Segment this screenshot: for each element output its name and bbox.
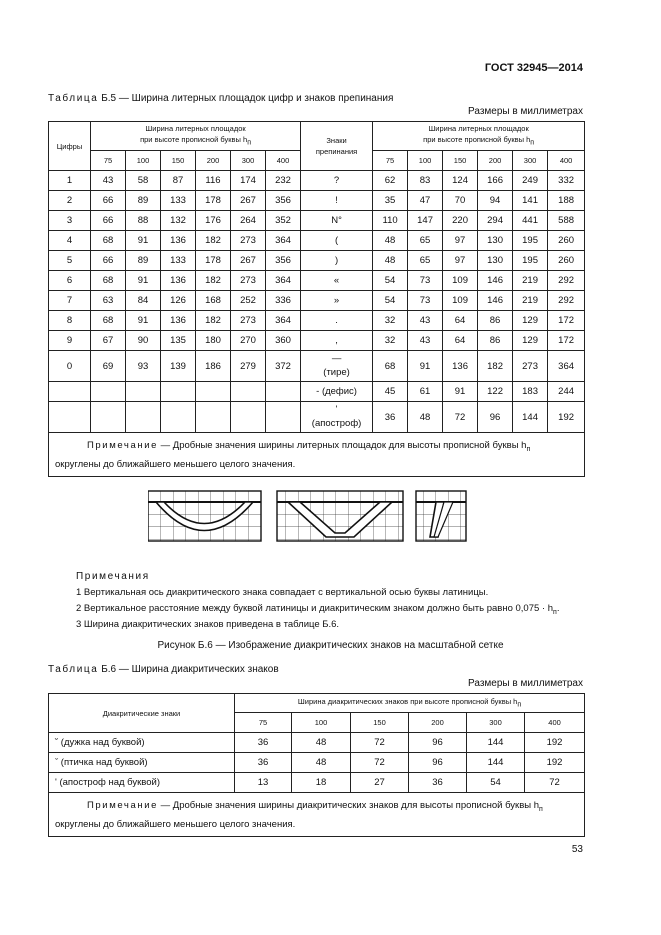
note-item-2	[76, 603, 559, 616]
table-row	[49, 351, 585, 382]
value-cell: 144	[513, 402, 548, 433]
value-cell: 192	[525, 733, 585, 753]
table-row	[49, 402, 585, 433]
value-cell: 54	[467, 773, 525, 793]
breve-grid	[148, 491, 261, 541]
table6-header-signs: Диакритические знаки	[49, 694, 235, 733]
value-cell: 195	[513, 231, 548, 251]
value-cell: 96	[478, 402, 513, 433]
height-header-cell: 150	[351, 713, 409, 733]
digit-cell: 2	[49, 191, 91, 211]
value-cell: 48	[408, 402, 443, 433]
value-cell: 352	[266, 211, 301, 231]
value-cell: 136	[161, 311, 196, 331]
note-item-2-sub: п	[553, 608, 557, 616]
diacritic-grid-figure	[148, 489, 513, 545]
value-cell: 48	[292, 753, 351, 773]
value-cell: 89	[126, 191, 161, 211]
empty-cell	[161, 402, 196, 433]
value-cell: 279	[231, 351, 266, 382]
value-cell: 54	[373, 291, 408, 311]
value-cell: 96	[409, 733, 467, 753]
value-cell: 36	[409, 773, 467, 793]
value-cell: 273	[513, 351, 548, 382]
value-cell: 136	[161, 231, 196, 251]
value-cell: 66	[91, 191, 126, 211]
digit-cell: 3	[49, 211, 91, 231]
value-cell: 172	[548, 331, 585, 351]
value-cell: 144	[467, 733, 525, 753]
value-cell: 186	[196, 351, 231, 382]
table5-header-width-left	[91, 122, 301, 151]
sign-cell	[301, 402, 373, 433]
table5	[48, 121, 585, 477]
value-cell: 219	[513, 271, 548, 291]
sign-cell: - (дефис)	[301, 382, 373, 402]
value-cell: 90	[126, 331, 161, 351]
value-cell: 360	[266, 331, 301, 351]
value-cell: 48	[373, 231, 408, 251]
value-cell: 36	[235, 733, 292, 753]
table-row	[49, 753, 585, 773]
table-row	[49, 733, 585, 753]
value-cell: 195	[513, 251, 548, 271]
sign-cell	[301, 351, 373, 382]
value-cell: 364	[266, 271, 301, 291]
height-header-cell: 100	[292, 713, 351, 733]
value-cell: 61	[408, 382, 443, 402]
value-cell: 192	[548, 402, 585, 433]
value-cell: 68	[91, 311, 126, 331]
value-cell: 91	[126, 311, 161, 331]
digit-cell: 4	[49, 231, 91, 251]
value-cell: 89	[126, 251, 161, 271]
value-cell: 72	[351, 733, 409, 753]
page-number: 53	[571, 844, 583, 855]
value-cell: 130	[478, 251, 513, 271]
value-cell: 86	[478, 311, 513, 331]
table6-note-sub: п	[539, 805, 543, 813]
value-cell: 97	[443, 231, 478, 251]
value-cell: 220	[443, 211, 478, 231]
value-cell: 36	[235, 753, 292, 773]
empty-cell	[126, 382, 161, 402]
value-cell: 45	[373, 382, 408, 402]
digit-cell: 1	[49, 171, 91, 191]
sign-cell: N°	[301, 211, 373, 231]
value-cell: 182	[196, 271, 231, 291]
empty-cell	[161, 382, 196, 402]
value-cell: 68	[91, 271, 126, 291]
value-cell: 264	[231, 211, 266, 231]
empty-cell	[231, 402, 266, 433]
value-cell: 144	[467, 753, 525, 773]
caron-grid	[277, 491, 403, 541]
value-cell: 96	[409, 753, 467, 773]
sign-name: (апостроф)	[311, 418, 362, 429]
table6-caption-text: Б.6 — Ширина диакритических знаков	[101, 664, 279, 675]
value-cell: 294	[478, 211, 513, 231]
value-cell: 172	[548, 311, 585, 331]
table-row	[49, 291, 585, 311]
sign-cell: »	[301, 291, 373, 311]
table5-caption	[48, 93, 393, 104]
value-cell: 292	[548, 291, 585, 311]
value-cell: 94	[478, 191, 513, 211]
header-width-sub: п	[530, 139, 535, 147]
value-cell: 84	[126, 291, 161, 311]
value-cell: 132	[161, 211, 196, 231]
value-cell: 180	[196, 331, 231, 351]
note-item-1: 1 Вертикальная ось диакритического знака совпадает с вертикальной осью буквы латиницы.	[76, 587, 489, 598]
value-cell: 72	[443, 402, 478, 433]
value-cell: 129	[513, 311, 548, 331]
value-cell: 110	[373, 211, 408, 231]
table-row	[49, 251, 585, 271]
value-cell: 64	[443, 311, 478, 331]
sign-cell: !	[301, 191, 373, 211]
value-cell: 188	[548, 191, 585, 211]
table6-note	[49, 793, 585, 837]
value-cell: 66	[91, 211, 126, 231]
value-cell: 136	[443, 351, 478, 382]
table-row	[49, 311, 585, 331]
value-cell: 356	[266, 251, 301, 271]
value-cell: 219	[513, 291, 548, 311]
value-cell: 133	[161, 251, 196, 271]
value-cell: 232	[266, 171, 301, 191]
table5-caption-label: Таблица	[48, 93, 99, 104]
table6-caption-label: Таблица	[48, 664, 99, 675]
value-cell: 372	[266, 351, 301, 382]
empty-cell	[91, 402, 126, 433]
height-header-cell: 300	[467, 713, 525, 733]
value-cell: 174	[231, 171, 266, 191]
value-cell: 69	[91, 351, 126, 382]
note-item-3: 3 Ширина диакритических знаков приведена в таблице Б.6.	[76, 619, 340, 630]
value-cell: 267	[231, 191, 266, 211]
value-cell: 72	[351, 753, 409, 773]
table5-header-signs	[301, 122, 373, 171]
sign-symbol: '	[335, 404, 338, 415]
table6-header-width	[235, 694, 585, 713]
value-cell: 182	[196, 311, 231, 331]
header-signs-line2: препинания	[315, 147, 358, 156]
value-cell: 62	[373, 171, 408, 191]
value-cell: 292	[548, 271, 585, 291]
table-row	[49, 231, 585, 251]
sign-name: (тире)	[323, 367, 350, 378]
height-header-cell: 100	[126, 151, 161, 171]
height-header-cell: 100	[408, 151, 443, 171]
value-cell: 273	[231, 311, 266, 331]
height-header-cell: 150	[161, 151, 196, 171]
empty-cell	[196, 382, 231, 402]
value-cell: 47	[408, 191, 443, 211]
height-header-cell: 75	[91, 151, 126, 171]
value-cell: 87	[161, 171, 196, 191]
value-cell: 48	[373, 251, 408, 271]
value-cell: 332	[548, 171, 585, 191]
value-cell: 252	[231, 291, 266, 311]
height-header-cell: 300	[231, 151, 266, 171]
header-width-sub: п	[247, 139, 251, 147]
value-cell: 32	[373, 331, 408, 351]
value-cell: 93	[126, 351, 161, 382]
value-cell: 91	[443, 382, 478, 402]
value-cell: 65	[408, 251, 443, 271]
value-cell: 168	[196, 291, 231, 311]
value-cell: 249	[513, 171, 548, 191]
value-cell: 273	[231, 231, 266, 251]
value-cell: 91	[126, 271, 161, 291]
empty-cell	[266, 382, 301, 402]
empty-cell	[49, 382, 91, 402]
table5-note-text: — Дробные значения ширины литерных площадок для высоты прописной буквы h	[158, 440, 527, 451]
value-cell: 91	[126, 231, 161, 251]
table-row	[49, 171, 585, 191]
value-cell: 13	[235, 773, 292, 793]
value-cell: 192	[525, 753, 585, 773]
value-cell: 356	[266, 191, 301, 211]
digit-cell: 0	[49, 351, 91, 382]
header-width-line1: Ширина литерных площадок	[145, 124, 246, 134]
value-cell: 178	[196, 191, 231, 211]
table-row	[49, 773, 585, 793]
value-cell: 43	[408, 311, 443, 331]
value-cell: 270	[231, 331, 266, 351]
notes-title: Примечания	[76, 571, 150, 582]
value-cell: 364	[548, 351, 585, 382]
value-cell: 129	[513, 331, 548, 351]
note-item-2-text: 2 Вертикальное расстояние между буквой латиницы и диакритическим знаком должно быть равно 0,075 · h	[76, 603, 554, 614]
table6	[48, 693, 585, 837]
value-cell: 73	[408, 271, 443, 291]
value-cell: 73	[408, 291, 443, 311]
digit-cell: 6	[49, 271, 91, 291]
value-cell: 48	[292, 733, 351, 753]
value-cell: 126	[161, 291, 196, 311]
sign-cell: (	[301, 231, 373, 251]
empty-cell	[49, 402, 91, 433]
height-header-cell: 200	[478, 151, 513, 171]
value-cell: 260	[548, 231, 585, 251]
digit-cell: 8	[49, 311, 91, 331]
value-cell: 176	[196, 211, 231, 231]
value-cell: 86	[478, 331, 513, 351]
table5-note-label: Примечание	[87, 440, 158, 451]
table6-units: Размеры в миллиметрах	[468, 678, 583, 689]
height-header-cell: 400	[266, 151, 301, 171]
header-width-line2: при высоте прописной буквы h	[140, 135, 248, 145]
standard-header: ГОСТ 32945—2014	[484, 62, 583, 74]
value-cell: 32	[373, 311, 408, 331]
table-row	[49, 191, 585, 211]
value-cell: 58	[126, 171, 161, 191]
value-cell: 244	[548, 382, 585, 402]
table5-note	[49, 433, 585, 477]
empty-cell	[231, 382, 266, 402]
table-row	[49, 211, 585, 231]
value-cell: 182	[196, 231, 231, 251]
value-cell: 139	[161, 351, 196, 382]
empty-cell	[266, 402, 301, 433]
table6-note-text: — Дробные значения ширины диакритических знаков для высоты прописной буквы h	[158, 800, 540, 811]
value-cell: 122	[478, 382, 513, 402]
table6-header-width-text: Ширина диакритических знаков при высоте прописной буквы h	[297, 696, 518, 706]
value-cell: 130	[478, 231, 513, 251]
height-header-cell: 75	[373, 151, 408, 171]
table6-caption	[48, 664, 279, 675]
value-cell: 588	[548, 211, 585, 231]
table6-header-width-sub: п	[517, 701, 522, 709]
value-cell: 178	[196, 251, 231, 271]
value-cell: 68	[373, 351, 408, 382]
empty-cell	[126, 402, 161, 433]
table-row	[49, 271, 585, 291]
value-cell: 27	[351, 773, 409, 793]
header-width-line2: при высоте прописной буквы h	[423, 135, 531, 145]
sign-cell: ?	[301, 171, 373, 191]
header-width-line1: Ширина литерных площадок	[428, 124, 529, 134]
sign-cell: ,	[301, 331, 373, 351]
table6-note-text-end: округлены до ближайшего меньшего целого значения.	[55, 818, 296, 830]
value-cell: 88	[126, 211, 161, 231]
value-cell: 91	[408, 351, 443, 382]
value-cell: 182	[478, 351, 513, 382]
empty-cell	[91, 382, 126, 402]
value-cell: 54	[373, 271, 408, 291]
value-cell: 67	[91, 331, 126, 351]
value-cell: 66	[91, 251, 126, 271]
value-cell: 43	[408, 331, 443, 351]
table5-units: Размеры в миллиметрах	[468, 106, 583, 117]
value-cell: 336	[266, 291, 301, 311]
table5-header-width-right	[373, 122, 585, 151]
height-header-cell: 150	[443, 151, 478, 171]
empty-cell	[196, 402, 231, 433]
value-cell: 65	[408, 231, 443, 251]
value-cell: 147	[408, 211, 443, 231]
digit-cell: 7	[49, 291, 91, 311]
value-cell: 273	[231, 271, 266, 291]
value-cell: 97	[443, 251, 478, 271]
value-cell: 35	[373, 191, 408, 211]
value-cell: 43	[91, 171, 126, 191]
value-cell: 136	[161, 271, 196, 291]
table-row	[49, 382, 585, 402]
value-cell: 267	[231, 251, 266, 271]
diacritic-sign-cell: ˇ (птичка над буквой)	[49, 753, 235, 773]
value-cell: 109	[443, 271, 478, 291]
height-header-cell: 400	[548, 151, 585, 171]
value-cell: 166	[478, 171, 513, 191]
table5-caption-text: Б.5 — Ширина литерных площадок цифр и знаков препинания	[101, 93, 394, 104]
value-cell: 133	[161, 191, 196, 211]
value-cell: 141	[513, 191, 548, 211]
sign-cell: )	[301, 251, 373, 271]
value-cell: 70	[443, 191, 478, 211]
diacritic-sign-cell: ˘ (дужка над буквой)	[49, 733, 235, 753]
sign-cell: «	[301, 271, 373, 291]
height-header-cell: 300	[513, 151, 548, 171]
value-cell: 124	[443, 171, 478, 191]
digit-cell: 5	[49, 251, 91, 271]
diacritic-sign-cell: ' (апостроф над буквой)	[49, 773, 235, 793]
value-cell: 18	[292, 773, 351, 793]
value-cell: 260	[548, 251, 585, 271]
value-cell: 63	[91, 291, 126, 311]
value-cell: 364	[266, 311, 301, 331]
sign-cell: .	[301, 311, 373, 331]
height-header-cell: 75	[235, 713, 292, 733]
value-cell: 441	[513, 211, 548, 231]
table5-note-sub: п	[526, 445, 531, 453]
value-cell: 72	[525, 773, 585, 793]
value-cell: 364	[266, 231, 301, 251]
height-header-cell: 400	[525, 713, 585, 733]
sign-symbol: —	[331, 353, 342, 364]
value-cell: 68	[91, 231, 126, 251]
value-cell: 135	[161, 331, 196, 351]
value-cell: 146	[478, 271, 513, 291]
value-cell: 36	[373, 402, 408, 433]
digit-cell: 9	[49, 331, 91, 351]
table-row	[49, 331, 585, 351]
value-cell: 183	[513, 382, 548, 402]
value-cell: 83	[408, 171, 443, 191]
figure-caption: Рисунок Б.6 — Изображение диакритических знаков на масштабной сетке	[157, 640, 504, 651]
apostrophe-grid	[416, 491, 466, 541]
height-header-cell: 200	[196, 151, 231, 171]
note-item-2-end: .	[556, 603, 560, 614]
height-header-cell: 200	[409, 713, 467, 733]
header-signs-line1: Знаки	[326, 136, 347, 145]
table5-header-digits: Цифры	[49, 122, 91, 171]
value-cell: 116	[196, 171, 231, 191]
value-cell: 64	[443, 331, 478, 351]
table6-note-label: Примечание	[87, 800, 158, 811]
value-cell: 146	[478, 291, 513, 311]
table5-note-text-end: округлены до ближайшего меньшего целого значения.	[55, 458, 296, 470]
value-cell: 109	[443, 291, 478, 311]
